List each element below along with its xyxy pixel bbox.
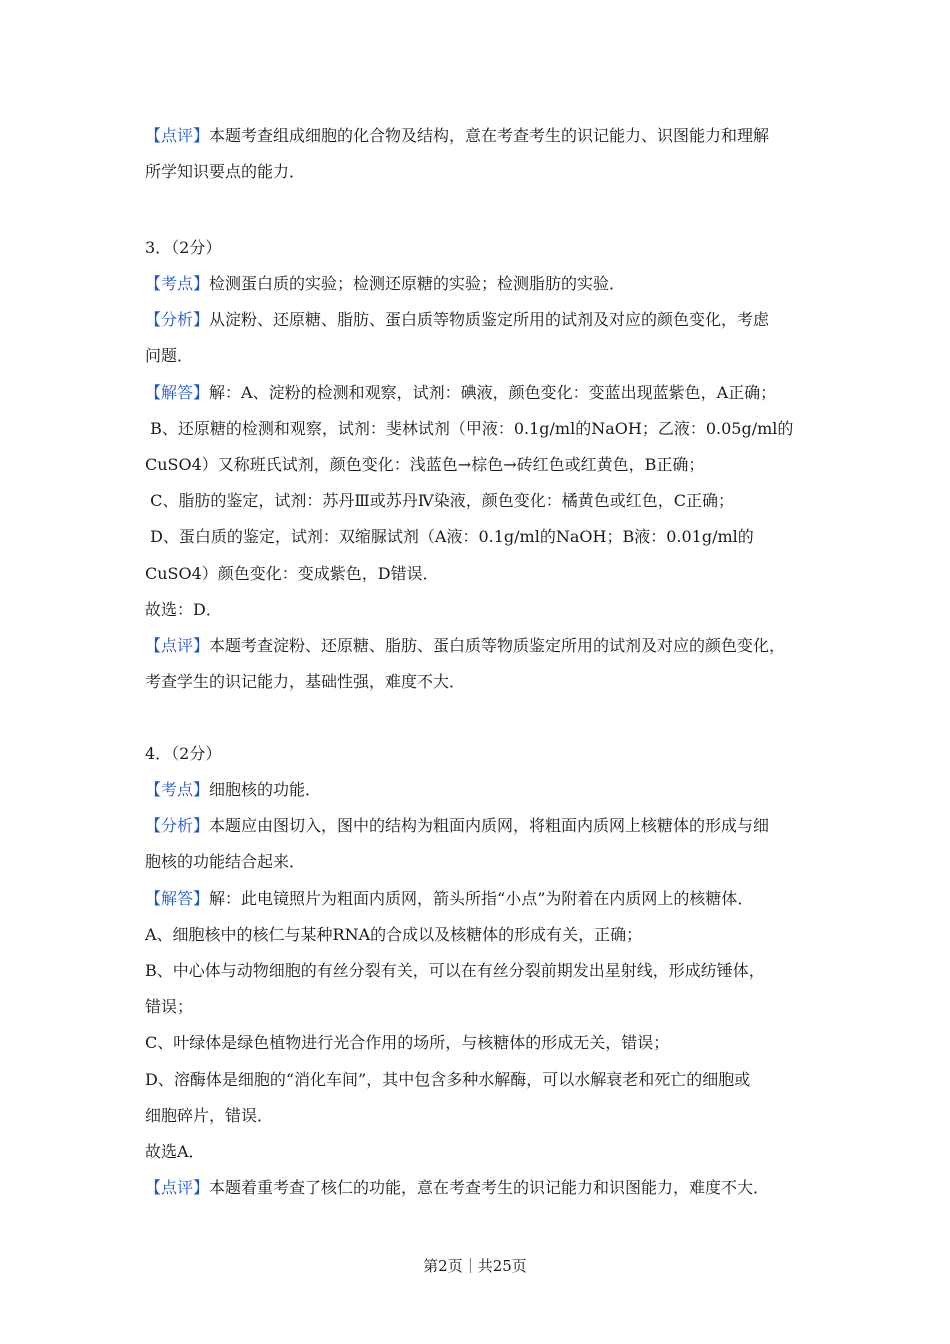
line-text: B、还原糖的检测和观察，试剂：斐林试剂（甲液：0.1g/ml的NaOH；乙液：0.05g/ml的 xyxy=(145,419,794,438)
text-line xyxy=(145,272,815,296)
line-text: CuSO4）颜色变化：变成紫色，D错误． xyxy=(145,564,439,583)
text-line xyxy=(145,124,815,148)
text-line xyxy=(145,1068,815,1092)
line-text: 问题． xyxy=(145,346,194,365)
line-text: CuSO4）又称班氏试剂，颜色变化：浅蓝色→棕色→砖红色或红黄色，B正确； xyxy=(145,455,705,474)
page-footer: 第2页｜共25页 xyxy=(423,1257,527,1275)
line-text: 本题着重考查了核仁的功能，意在考查考生的识记能力和识图能力，难度不大． xyxy=(209,1178,770,1197)
text-line xyxy=(145,1104,815,1128)
text-line xyxy=(145,598,815,622)
text-line xyxy=(145,417,815,441)
section-tag: 【考点】 xyxy=(145,274,210,293)
text-line xyxy=(145,525,815,549)
section-tag: 【解答】 xyxy=(145,383,210,402)
text-line xyxy=(145,1176,815,1200)
text-line xyxy=(145,923,815,947)
line-text: 解：此电镜照片为粗面内质网，箭头所指“小点”为附着在内质网上的核糖体． xyxy=(209,889,754,908)
line-text: 解：A、淀粉的检测和观察，试剂：碘液，颜色变化：变蓝出现蓝紫色，A正确； xyxy=(209,383,777,402)
line-text: D、蛋白质的鉴定，试剂：双缩脲试剂（A液：0.1g/ml的NaOH；B液：0.01g/ml的 xyxy=(145,527,754,546)
line-text: 本题考查淀粉、还原糖、脂肪、蛋白质等物质鉴定所用的试剂及对应的颜色变化， xyxy=(209,636,786,655)
line-text: 所学知识要点的能力． xyxy=(145,162,306,181)
text-line xyxy=(145,160,815,184)
line-text: 胞核的功能结合起来． xyxy=(145,852,306,871)
line-text: 细胞核的功能． xyxy=(209,780,322,799)
text-line xyxy=(145,814,815,838)
line-text: C、叶绿体是绿色植物进行光合作用的场所，与核糖体的形成无关，错误； xyxy=(145,1033,670,1052)
text-line xyxy=(145,1140,815,1164)
section-tag: 【解答】 xyxy=(145,889,210,908)
text-line xyxy=(145,887,815,911)
section-tag: 【点评】 xyxy=(145,1178,210,1197)
question-header: 3．（2分） xyxy=(145,238,222,257)
text-line xyxy=(145,959,815,983)
line-text: 细胞碎片，错误． xyxy=(145,1106,274,1125)
section-tag: 【点评】 xyxy=(145,126,210,145)
line-text: 考查学生的识记能力，基础性强，难度不大． xyxy=(145,672,466,691)
text-line xyxy=(145,344,815,368)
line-text: D、溶酶体是细胞的“消化车间”，其中包含多种水解酶，可以水解衰老和死亡的细胞或 xyxy=(145,1070,751,1089)
text-line xyxy=(145,562,815,586)
text-line xyxy=(145,381,815,405)
section-tag: 【考点】 xyxy=(145,780,210,799)
line-text: 错误； xyxy=(145,997,194,1016)
line-text: 故选：D． xyxy=(145,600,222,619)
text-line xyxy=(145,1031,815,1055)
text-line xyxy=(145,489,815,513)
text-line xyxy=(145,778,815,802)
section-tag: 【点评】 xyxy=(145,636,210,655)
line-text: C、脂肪的鉴定，试剂：苏丹Ⅲ或苏丹Ⅳ染液，颜色变化：橘黄色或红色，C正确； xyxy=(145,491,734,510)
text-line xyxy=(145,670,815,694)
question-header: 4．（2分） xyxy=(145,744,222,763)
text-line xyxy=(145,995,815,1019)
text-line xyxy=(145,308,815,332)
line-text: 本题应由图切入，图中的结构为粗面内质网，将粗面内质网上核糖体的形成与细 xyxy=(209,816,770,835)
section-tag: 【分析】 xyxy=(145,310,210,329)
text-line xyxy=(145,453,815,477)
line-text: 故选A． xyxy=(145,1142,205,1161)
line-text: 本题考查组成细胞的化合物及结构，意在考查考生的识记能力、识图能力和理解 xyxy=(209,126,770,145)
line-text: 从淀粉、还原糖、脂肪、蛋白质等物质鉴定所用的试剂及对应的颜色变化，考虑 xyxy=(209,310,770,329)
text-line xyxy=(145,634,815,658)
line-text: A、细胞核中的核仁与某种RNA的合成以及核糖体的形成有关，正确； xyxy=(145,925,643,944)
line-text: 检测蛋白质的实验；检测还原糖的实验；检测脂肪的实验． xyxy=(209,274,626,293)
line-text: B、中心体与动物细胞的有丝分裂有关，可以在有丝分裂前期发出星射线，形成纺锤体， xyxy=(145,961,765,980)
section-tag: 【分析】 xyxy=(145,816,210,835)
text-line xyxy=(145,850,815,874)
